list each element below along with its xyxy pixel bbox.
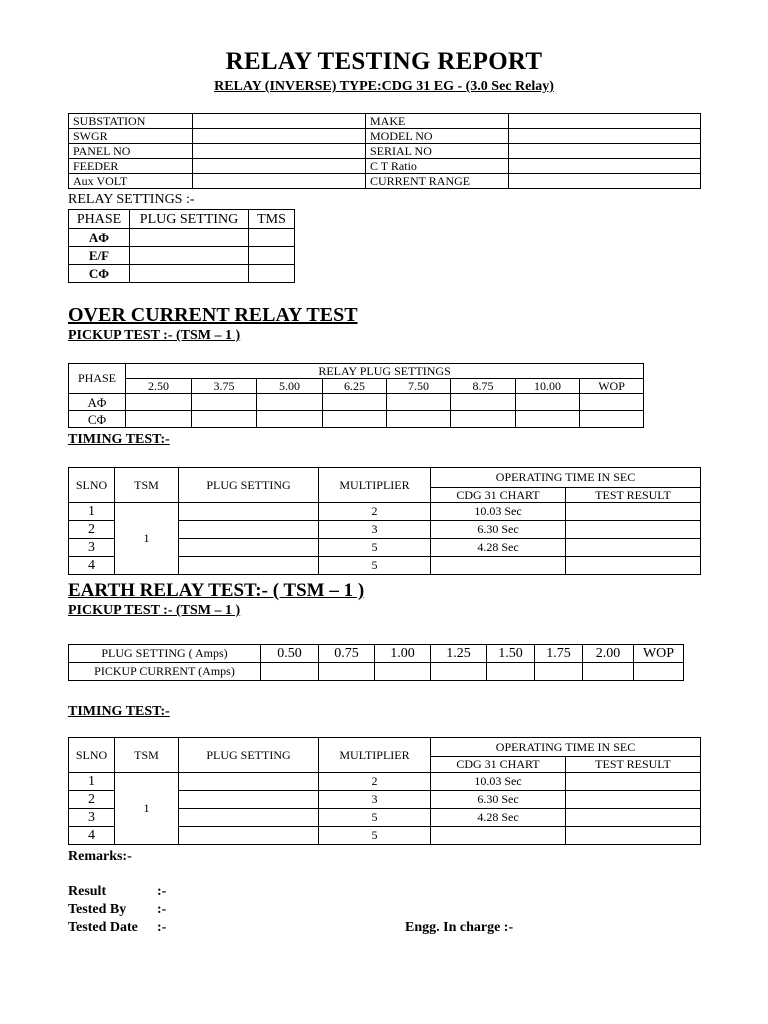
earth-current-cell[interactable] (431, 663, 487, 681)
timing-plug-cell[interactable] (179, 827, 319, 845)
oc-phase-c: CΦ (69, 411, 126, 428)
info-value-substation[interactable] (193, 114, 366, 129)
info-row (69, 114, 701, 129)
timing-result-cell[interactable] (566, 503, 701, 521)
earth-timing-table (68, 737, 701, 845)
oc-pickup-heading: PICKUP TEST :- (TSM – 1 ) (68, 328, 241, 343)
oc-plug-value: 3.75 (192, 379, 257, 394)
info-value-aux-volt[interactable] (193, 174, 366, 189)
timing-header-plug: PLUG SETTING (179, 738, 319, 773)
oc-cell[interactable] (516, 411, 580, 428)
result-label: Result (68, 884, 107, 899)
info-row (69, 144, 701, 159)
oc-pickup-table (68, 363, 644, 428)
info-value-ct-ratio[interactable] (509, 159, 701, 174)
timing-chart-value: 4.28 Sec (431, 539, 566, 557)
timing-plug-cell[interactable] (179, 539, 319, 557)
engg-in-charge-label: Engg. In charge :- (405, 920, 514, 935)
timing-plug-cell[interactable] (179, 503, 319, 521)
info-row (69, 174, 701, 189)
info-value-swgr[interactable] (193, 129, 366, 144)
rs-header-phase: PHASE (69, 210, 130, 229)
remarks-label: Remarks:- (68, 849, 132, 864)
info-row (69, 159, 701, 174)
earth-plug-value: 1.00 (375, 645, 431, 663)
timing-slno: 1 (69, 773, 115, 791)
timing-header-slno: SLNO (69, 738, 115, 773)
timing-header-tsm: TSM (115, 468, 179, 503)
info-label-make: MAKE (366, 114, 509, 129)
earth-plug-value: WOP (634, 645, 684, 663)
info-label-substation: SUBSTATION (69, 114, 193, 129)
info-value-model[interactable] (509, 129, 701, 144)
timing-result-cell[interactable] (566, 557, 701, 575)
earth-current-cell[interactable] (535, 663, 583, 681)
info-label-feeder: FEEDER (69, 159, 193, 174)
info-label-current-range: CURRENT RANGE (366, 174, 509, 189)
earth-current-cell[interactable] (261, 663, 319, 681)
timing-chart-value (431, 827, 566, 845)
info-value-feeder[interactable] (193, 159, 366, 174)
timing-slno: 4 (69, 827, 115, 845)
earth-current-cell[interactable] (487, 663, 535, 681)
oc-timing-heading: TIMING TEST:- (68, 432, 170, 447)
earth-pickup-table (68, 644, 684, 681)
info-label-ct-ratio: C T Ratio (366, 159, 509, 174)
report-title: RELAY TESTING REPORT (225, 48, 543, 75)
info-value-serial[interactable] (509, 144, 701, 159)
oc-cell[interactable] (323, 394, 387, 411)
earth-plug-label: PLUG SETTING ( Amps) (69, 645, 261, 663)
timing-multiplier: 2 (319, 503, 431, 521)
rs-plug-a[interactable] (130, 229, 249, 247)
earth-current-cell[interactable] (375, 663, 431, 681)
timing-chart-value: 10.03 Sec (431, 773, 566, 791)
rs-tms-a[interactable] (249, 229, 295, 247)
timing-result-cell[interactable] (566, 773, 701, 791)
rs-phase-c: CΦ (69, 265, 130, 283)
oc-phase-a: AΦ (69, 394, 126, 411)
timing-plug-cell[interactable] (179, 791, 319, 809)
timing-result-cell[interactable] (566, 539, 701, 557)
timing-slno: 4 (69, 557, 115, 575)
rs-plug-c[interactable] (130, 265, 249, 283)
oc-plug-header: RELAY PLUG SETTINGS (126, 364, 644, 379)
timing-multiplier: 5 (319, 827, 431, 845)
earth-current-cell[interactable] (319, 663, 375, 681)
oc-cell[interactable] (580, 394, 644, 411)
oc-cell[interactable] (257, 411, 323, 428)
relay-settings-heading: RELAY SETTINGS :- (68, 192, 195, 207)
result-colon: :- (157, 884, 167, 899)
tested-by-colon: :- (157, 902, 167, 917)
oc-plug-value: 10.00 (516, 379, 580, 394)
rs-phase-a: AΦ (69, 229, 130, 247)
timing-header-chart: CDG 31 CHART (431, 488, 566, 503)
earth-plug-value: 1.50 (487, 645, 535, 663)
tested-date-colon: :- (157, 920, 167, 935)
rs-phase-ef: E/F (69, 247, 130, 265)
timing-multiplier: 5 (319, 557, 431, 575)
tested-date-label: Tested Date (68, 920, 138, 935)
info-label-model: MODEL NO (366, 129, 509, 144)
timing-plug-cell[interactable] (179, 521, 319, 539)
timing-header-op-time: OPERATING TIME IN SEC (431, 468, 701, 488)
oc-plug-value: 7.50 (387, 379, 451, 394)
rs-plug-ef[interactable] (130, 247, 249, 265)
timing-plug-cell[interactable] (179, 773, 319, 791)
info-table (68, 113, 701, 189)
info-label-serial: SERIAL NO (366, 144, 509, 159)
earth-current-cell[interactable] (634, 663, 684, 681)
rs-header-plug: PLUG SETTING (130, 210, 249, 229)
oc-test-heading: OVER CURRENT RELAY TEST (68, 304, 358, 326)
oc-cell[interactable] (192, 411, 257, 428)
timing-result-cell[interactable] (566, 809, 701, 827)
oc-cell[interactable] (323, 411, 387, 428)
timing-slno: 2 (69, 791, 115, 809)
timing-slno: 1 (69, 503, 115, 521)
earth-plug-value: 1.75 (535, 645, 583, 663)
oc-plug-value: 8.75 (451, 379, 516, 394)
info-row (69, 129, 701, 144)
rs-tms-ef[interactable] (249, 247, 295, 265)
earth-timing-heading: TIMING TEST:- (68, 704, 170, 719)
timing-header-chart: CDG 31 CHART (431, 757, 566, 773)
oc-cell[interactable] (387, 394, 451, 411)
info-value-make[interactable] (509, 114, 701, 129)
timing-header-plug: PLUG SETTING (179, 468, 319, 503)
earth-current-cell[interactable] (583, 663, 634, 681)
timing-multiplier: 5 (319, 809, 431, 827)
oc-cell[interactable] (126, 394, 192, 411)
earth-current-label: PICKUP CURRENT (Amps) (69, 663, 261, 681)
timing-chart-value (431, 557, 566, 575)
earth-test-heading: EARTH RELAY TEST:- ( TSM – 1 ) (68, 580, 365, 601)
info-value-current-range[interactable] (509, 174, 701, 189)
oc-plug-value: 5.00 (257, 379, 323, 394)
earth-plug-value: 2.00 (583, 645, 634, 663)
timing-slno: 3 (69, 809, 115, 827)
tested-by-label: Tested By (68, 902, 127, 917)
timing-plug-cell[interactable] (179, 809, 319, 827)
timing-chart-value: 4.28 Sec (431, 809, 566, 827)
timing-chart-value: 10.03 Sec (431, 503, 566, 521)
timing-multiplier: 3 (319, 521, 431, 539)
rs-tms-c[interactable] (249, 265, 295, 283)
oc-cell[interactable] (192, 394, 257, 411)
oc-cell[interactable] (516, 394, 580, 411)
timing-header-tsm: TSM (115, 738, 179, 773)
oc-cell[interactable] (451, 394, 516, 411)
earth-plug-value: 0.50 (261, 645, 319, 663)
timing-multiplier: 2 (319, 773, 431, 791)
timing-result-cell[interactable] (566, 827, 701, 845)
rs-header-tms: TMS (249, 210, 295, 229)
timing-chart-value: 6.30 Sec (431, 521, 566, 539)
earth-plug-value: 1.25 (431, 645, 487, 663)
oc-plug-value: 2.50 (126, 379, 192, 394)
oc-cell[interactable] (451, 411, 516, 428)
timing-tsm-value: 1 (115, 503, 179, 575)
timing-slno: 3 (69, 539, 115, 557)
info-value-panel[interactable] (193, 144, 366, 159)
timing-header-op-time: OPERATING TIME IN SEC (431, 738, 701, 757)
oc-plug-value: 6.25 (323, 379, 387, 394)
oc-plug-value: WOP (580, 379, 644, 394)
timing-result-cell[interactable] (566, 521, 701, 539)
timing-header-slno: SLNO (69, 468, 115, 503)
timing-header-multiplier: MULTIPLIER (319, 468, 431, 503)
timing-plug-cell[interactable] (179, 557, 319, 575)
oc-cell[interactable] (126, 411, 192, 428)
timing-slno: 2 (69, 521, 115, 539)
oc-cell[interactable] (580, 411, 644, 428)
timing-result-cell[interactable] (566, 791, 701, 809)
earth-pickup-heading: PICKUP TEST :- (TSM – 1 ) (68, 603, 241, 618)
timing-header-multiplier: MULTIPLIER (319, 738, 431, 773)
timing-multiplier: 5 (319, 539, 431, 557)
oc-cell[interactable] (387, 411, 451, 428)
timing-chart-value: 6.30 Sec (431, 791, 566, 809)
oc-phase-label: PHASE (69, 364, 126, 394)
info-label-panel: PANEL NO (69, 144, 193, 159)
report-subtitle: RELAY (INVERSE) TYPE:CDG 31 EG - (3.0 Sec Relay) (214, 79, 554, 94)
earth-plug-value: 0.75 (319, 645, 375, 663)
oc-cell[interactable] (257, 394, 323, 411)
info-label-aux-volt: Aux VOLT (69, 174, 193, 189)
info-label-swgr: SWGR (69, 129, 193, 144)
timing-header-result: TEST RESULT (566, 757, 701, 773)
timing-header-result: TEST RESULT (566, 488, 701, 503)
oc-timing-table (68, 467, 701, 575)
timing-multiplier: 3 (319, 791, 431, 809)
timing-tsm-value: 1 (115, 773, 179, 845)
relay-settings-table (68, 209, 295, 283)
